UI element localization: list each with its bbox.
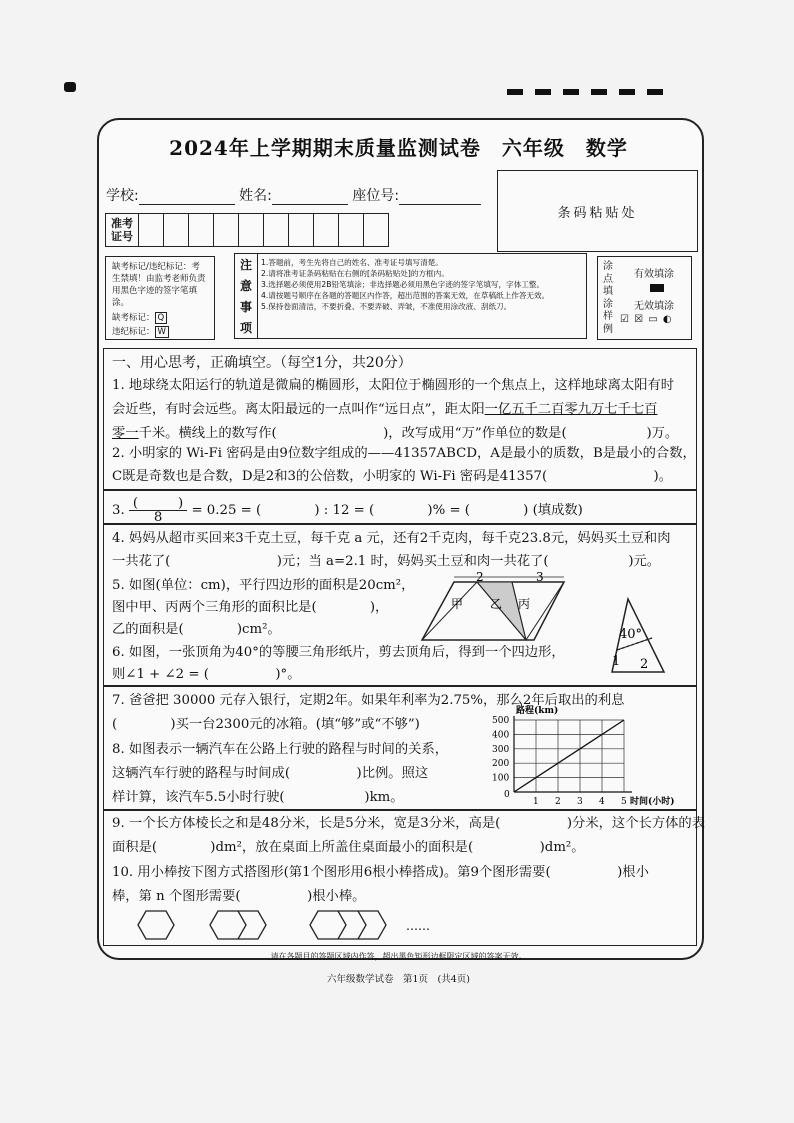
angle-40-label: 40° bbox=[619, 627, 643, 642]
question-7-line-1: 7. 爸爸把 30000 元存入银行，定期2年。如果年利率为2.75%，那么2年后取出的利息 bbox=[112, 693, 625, 708]
note-item: 1.答题前，考生先将自己的姓名、准考证号填写清楚。 bbox=[261, 258, 443, 267]
label-3: 3 bbox=[536, 572, 544, 584]
violation-row: 违纪标记： W bbox=[112, 326, 208, 338]
note-item: 2.请将准考证条码粘贴在右侧的[条码粘贴处]的方框内。 bbox=[261, 269, 449, 278]
question-6-line-2[interactable]: 则∠1 + ∠2 = ( )°。 bbox=[112, 667, 301, 682]
seat-label: 座位号: bbox=[352, 188, 400, 204]
question-4-line-1: 4. 妈妈从超市买回来3千克土豆，每千克 a 元，还有2千克肉，每千克23.8元，妈妈买土豆和肉 bbox=[112, 531, 671, 546]
origin-label: 0 bbox=[504, 790, 510, 800]
alignment-marks bbox=[507, 89, 663, 95]
note-item: 3.选择题必须使用2B铅笔填涂；非选择题必须用黑色字迹的签字笔填写，字体工整。 bbox=[261, 280, 545, 289]
notes-list bbox=[261, 257, 583, 312]
triangle-figure bbox=[600, 596, 670, 676]
x-tick-label: 2 bbox=[555, 797, 561, 807]
y-axis-label: 路程(km) bbox=[516, 706, 559, 716]
hexagon-figure-3a bbox=[310, 911, 346, 939]
question-1-line-3[interactable]: 零一千米。横线上的数写作( )，改写成用“万”作单位的数是( )万。 bbox=[112, 426, 679, 441]
hexagon-figure-1 bbox=[138, 911, 174, 939]
absent-mark[interactable]: Q bbox=[155, 312, 168, 324]
distance-time-chart bbox=[480, 704, 685, 808]
x-tick-label: 1 bbox=[533, 797, 539, 807]
question-2-line-2[interactable]: C既是奇数也是合数，D是2和3的公倍数，小明家的 Wi-Fi 密码是41357( )。 bbox=[112, 469, 673, 484]
note-item: 5.保持卷面清洁，不要折叠、不要弄破、弄皱，不准使用涂改液、刮纸刀。 bbox=[261, 302, 512, 311]
valid-fill-sample bbox=[650, 284, 664, 292]
x-tick-label: 5 bbox=[621, 797, 627, 807]
question-10-line-1[interactable]: 10. 用小棒按下图方式搭图形(第1个图形用6根小棒搭成)。第9个图形需要( )根小 bbox=[112, 865, 649, 880]
question-5-line-3[interactable]: 乙的面积是( )cm²。 bbox=[112, 622, 281, 637]
question-6-line-1: 6. 如图，一张顶角为40°的等腰三角形纸片，剪去顶角后，得到一个四边形， bbox=[112, 645, 565, 660]
page-footer: 六年级数学试卷 第1页 (共4页) bbox=[326, 974, 470, 985]
notes-heading: 注 意 事 项 bbox=[235, 254, 258, 338]
footer-warning: 请在各题目的答题区域内作答，超出黑色矩形边框限定区域的答案无效。 bbox=[270, 952, 527, 961]
absence-mark-box bbox=[105, 256, 215, 340]
violation-mark[interactable]: W bbox=[155, 326, 169, 338]
question-2-line-1: 2. 小明家的 Wi-Fi 密码是由9位数字组成的——41357ABCD，A是最小的质数，B是最小的合数， bbox=[112, 446, 696, 461]
exam-title: 2024年上学期期末质量监测试卷 六年级 数学 bbox=[169, 136, 628, 160]
scan-blot bbox=[64, 82, 76, 92]
angle-1-label: 1 bbox=[612, 654, 621, 669]
school-field[interactable] bbox=[139, 190, 235, 205]
fraction: ( ) 8 bbox=[129, 497, 187, 524]
hexagon-figure-2a bbox=[210, 911, 246, 939]
question-9-line-2[interactable]: 面积是( )dm²，放在桌面上所盖住桌面最小的面积是( )dm²。 bbox=[112, 840, 585, 855]
question-3[interactable]: 3. ( ) 8 = 0.25 = ( ) : 12 = ( )% = ( ) (填成数) bbox=[112, 496, 583, 525]
exam-id-grid[interactable] bbox=[105, 213, 389, 247]
barcode-area: 条码粘贴处 bbox=[497, 170, 698, 252]
question-4-line-2[interactable]: 一共花了( )元；当 a=2.1 时，妈妈买土豆和肉一共花了( )元。 bbox=[112, 554, 661, 569]
question-8-line-2[interactable]: 这辆汽车行驶的路程与时间成( )比例。照这 bbox=[112, 766, 429, 781]
absent-row: 缺考标记： Q bbox=[112, 312, 208, 324]
label-jia: 甲 bbox=[451, 597, 464, 611]
question-9-line-1: 9. 一个长方体棱长之和是48分米，长是5分米，宽是3分米，高是( )分米，这个长方体的表 bbox=[112, 816, 706, 831]
hexagon-figure-3c bbox=[358, 911, 386, 939]
hexagon-sequence-figure bbox=[130, 908, 450, 944]
notes-box bbox=[234, 253, 587, 339]
y-tick-label: 100 bbox=[492, 773, 510, 784]
fill-sample-heading: 涂 点 填 涂 样 例 bbox=[603, 261, 613, 335]
label-yi: 乙 bbox=[490, 597, 503, 611]
question-1-line-2: 会近些，有时会远些。离太阳最远的一点叫作“远日点”，距太阳一亿五千二百零九万七千七百 bbox=[112, 402, 658, 417]
valid-fill-label: 有效填涂 bbox=[634, 269, 674, 280]
x-axis-label: 时间(小时) bbox=[630, 797, 675, 807]
question-10-line-2[interactable]: 棒，第 n 个图形需要( )根小棒。 bbox=[112, 889, 366, 904]
underlined-number: 一亿五千二百零九万七千七百 bbox=[484, 402, 658, 417]
fill-sample-box bbox=[597, 256, 692, 340]
invalid-fill-label: 无效填涂 bbox=[634, 301, 674, 312]
question-8-line-1: 8. 如图表示一辆汽车在公路上行驶的路程与时间的关系， bbox=[112, 742, 449, 757]
question-5-line-1: 5. 如图(单位：cm)，平行四边形的面积是20cm²， bbox=[112, 578, 415, 593]
note-item: 4.请按题号顺序在各题的答题区内作答，超出范围的答案无效，在草稿纸上作答无效。 bbox=[261, 291, 550, 300]
invalid-fill-sample: ☑ ☒ ▭ ◐ bbox=[620, 314, 673, 325]
y-tick-label: 200 bbox=[492, 759, 510, 770]
hexagon-figure-2b bbox=[238, 911, 266, 939]
angle-2-label: 2 bbox=[640, 657, 649, 672]
exam-id-label: 准考 证号 bbox=[106, 214, 139, 246]
question-8-line-3[interactable]: 样计算，该汽车5.5小时行驶( )km。 bbox=[112, 790, 404, 805]
name-field[interactable] bbox=[272, 190, 348, 205]
parallelogram-figure bbox=[414, 572, 574, 644]
name-label: 姓名: bbox=[239, 188, 272, 204]
seat-field[interactable] bbox=[399, 190, 481, 205]
question-1-line-1: 1. 地球绕太阳运行的轨道是微扁的椭圆形，太阳位于椭圆形的一个焦点上，这样地球离太阳有时 bbox=[112, 378, 675, 393]
x-tick-label: 4 bbox=[599, 797, 605, 807]
y-tick-label: 300 bbox=[492, 744, 510, 755]
question-5-line-2[interactable]: 图中甲、丙两个三角形的面积比是( )， bbox=[112, 600, 389, 615]
school-label: 学校: bbox=[106, 188, 139, 204]
hexagon-figure-3b bbox=[338, 911, 366, 939]
label-bing: 丙 bbox=[518, 597, 531, 611]
y-tick-label: 400 bbox=[492, 730, 510, 741]
sequence-ellipsis: …… bbox=[406, 919, 430, 933]
question-7-line-2[interactable]: ( )买一台2300元的冰箱。(填“够”或“不够”) bbox=[112, 717, 420, 732]
y-tick-label: 500 bbox=[492, 716, 510, 726]
section-heading: 一、用心思考，正确填空。（每空1分，共20分） bbox=[112, 355, 412, 371]
x-tick-label: 3 bbox=[577, 797, 583, 807]
absence-instructions: 缺考标记/违纪标记：考生禁填！由监考老师负责用黑色字迹的签字笔填涂。 bbox=[112, 262, 206, 308]
label-2: 2 bbox=[476, 572, 484, 584]
student-info-row bbox=[106, 185, 481, 205]
series-line bbox=[514, 720, 624, 792]
chart-series bbox=[514, 720, 624, 792]
